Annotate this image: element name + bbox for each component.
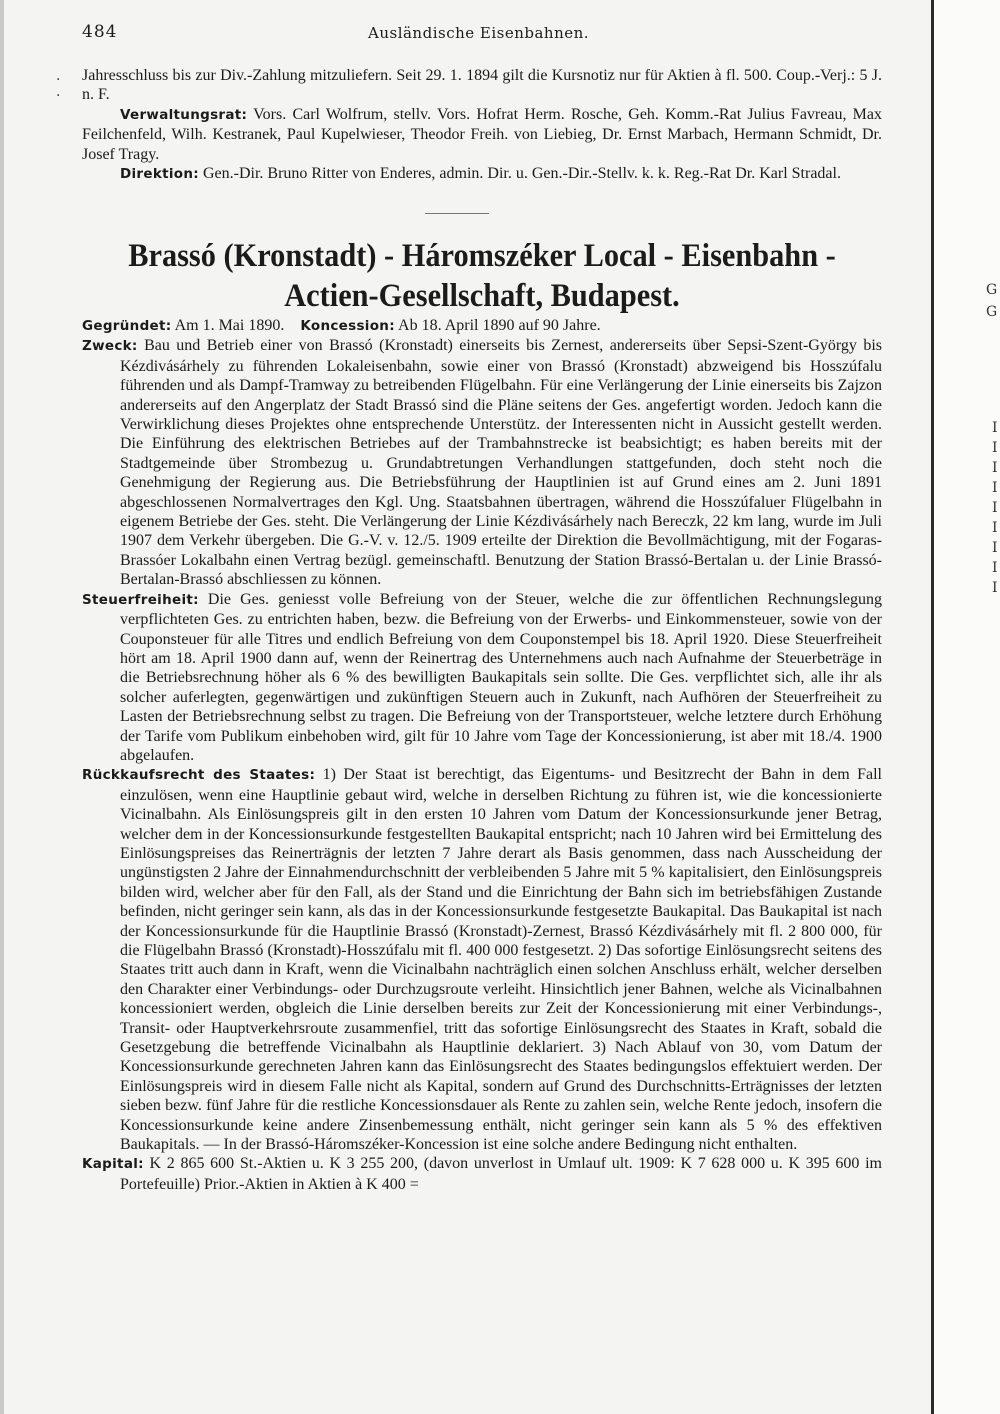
board-text: Vors. Carl Wolfrum, stellv. Vors. Hofrat Herm. Rosche, Geh. Komm.-Rat Julius Favreau, Max Feilchenfeld, Wilh. Kestranek, Paul Kupelwieser, Theodor Freih. von Liebieg, Dr. Ernst Marbach, Hermann Schmidt, Dr. Josef Tragy.	[82, 105, 882, 163]
tax-paragraph	[82, 590, 882, 766]
adjacent-page-edge	[931, 0, 1000, 1414]
adjacent-page-char: G	[986, 282, 998, 298]
capital-paragraph	[82, 1154, 882, 1194]
management-label: Direktion:	[120, 166, 199, 183]
adjacent-page-char: G	[986, 304, 998, 320]
entry-title-line-1: Brassó (Kronstadt) - Háromszéker Local - Eisenbahn -	[128, 238, 836, 274]
founded-paragraph	[82, 316, 882, 336]
tax-label: Steuerfreiheit:	[82, 591, 199, 608]
adjacent-page-char: I	[992, 520, 998, 536]
capital-text: K 2 865 600 St.-Aktien u. K 3 255 200, (davon unverlost in Umlauf ult. 1909: K 7 628 000 u. K 395 600 im Portefeuille) Prior.-Aktien in Aktien à K 400 =	[120, 1155, 882, 1193]
board-paragraph	[82, 105, 882, 164]
page-header	[82, 22, 882, 46]
running-head: Ausländische Eisenbahnen.	[368, 24, 590, 42]
management-text: Gen.-Dir. Bruno Ritter von Enderes, admin. Dir. u. Gen.-Dir.-Stellv. k. k. Reg.-Rat Dr. Karl Stradal.	[203, 165, 841, 183]
margin-mark: .	[56, 84, 61, 100]
concession-label: Koncession:	[300, 318, 395, 334]
purpose-text: Bau und Betrieb einer von Brassó (Kronstadt) einerseits bis Zernest, andererseits über Sepsi-Szent-György bis Kézdivásárhely zu führenden Lokaleisenbahn, sowie einer von Brassó (Kronstadt) abzweigend bis Hosszúfalu führenden und als Dampf-Tramway zu betreibenden Flügelbahn. Für eine Verlängerung der Linie einerseits bis Zajzon andererseits auf den Angerplatz der Stadt Brassó sind die Pläne seitens der Ges. angefertigt worden. Jedoch kann die Verwirklichung dieses Projektes ohne entsprechende Unterstütz. der Interessenten nicht in Aussicht gestellt werden. Die Einführung des elektrischen Betriebes auf der Trambahnstrecke ist beabsichtigt; es haben bereits mit der Stadtgemeinde über Strombezug u. Grundabtretungen Verhandlungen stattgefunden, doch steht noch die Genehmigung der Regierung aus. Die Betriebsführung der Hauptlinien ist auf Grund eines am 2. Juni 1891 abgeschlossenen Normalvertrages den Kgl. Ung. Staatsbahnen übertragen, während die Hosszúfaluer Flügelbahn in eigenem Betriebe der Ges. steht. Die Verlängerung der Linie Kézdivásárhely nach Bereczk, 22 km lang, wurde im Juli 1907 dem Verkehr übergeben. Die G.-V. v. 12./5. 1909 erteilte der Direktion die Bevollmächtigung, mit der Fogaras-Brassóer Lokalbahn einen Vertrag bezügl. gemeinschaftl. Benutzung der Station Brassó-Bertalan u. der Linie Brassó-Bertalan-Brassó abschliessen zu können.	[120, 337, 883, 589]
entry-body	[82, 316, 882, 1194]
entry-divider	[425, 213, 489, 214]
founded-text: Am 1. Mai 1890.	[174, 317, 285, 334]
tax-text: Die Ges. geniesst volle Befreiung von der Steuer, welche die zur öffentlichen Rechnungslegung verpflichteten Ges. zu entrichten haben, bezw. die Befreiung von der Erwerbs- und Einkommensteuer, sowie von der Couponsteuer für alle Titres und endlich Befreiung von dem Couponstempel bis 18. April 1920. Diese Steuerfreiheit hört am 18. April 1900 dann auf, wenn der Reinertrag des Unternehmens auch nach Aufnahme der Steuerbeträge in die Betriebsrechnung höher als 6 % des bewilligten Baukapitals sein sollte. Die Ges. verpflichtet sich, alle ihr als solcher auferlegten, gegenwärtigen und zukünftigen Steuern auch in Zukunft, nach Aufhören der Steuerfreiheit zu Lasten der Betriebsrechnung selbst zu tragen. Die Befreiung von der Transportsteuer, welche letztere durch Erhöhung der Tarife vom Publikum einbehoben wird, gilt für 10 Jahre vom Tage der Koncessionierung, ist aber mit 18./4. 1900 abgelaufen.	[120, 590, 883, 764]
founded-label: Gegründet:	[82, 318, 172, 334]
purpose-paragraph	[82, 336, 882, 589]
concession-text: Ab 18. April 1890 auf 90 Jahre.	[398, 317, 601, 334]
purpose-label: Zweck:	[82, 338, 138, 355]
management-paragraph	[82, 164, 882, 184]
adjacent-page-char: I	[992, 460, 998, 476]
adjacent-page-char: I	[992, 560, 998, 576]
adjacent-page-char: I	[992, 500, 998, 516]
buyback-text: 1) Der Staat ist berechtigt, das Eigentums- und Besitzrecht der Bahn in dem Fall einzulösen, wenn eine Hauptlinie gebaut wird, welche in derselben Richtung zu führen ist, wie die koncessionierte Vicinalbahn. Als Einlösungspreis gilt in den ersten 10 Jahren vom Datum der Koncessionsurkunde jener Betrag, welcher dem in der Koncessionsurkunde festgestellten Baukapital entspricht; nach 10 Jahren wird bei Ermittelung des Einlösungspreises das Reinerträgnis der letzten 7 Jahre derart als Basis genommen, dass nach Ausscheidung der ungünstigsten 2 Jahre der Einnahmendurchschnitt der verbleibenden 5 Jahre mit 5 % kapitalisiert, den Einlösungspreis bilden wird, welcher aber für den Fall, als der Stand und die Einrichtung der Bahn sich im betriebsfähigen Zustande befinden, nicht geringer sein kann, als das in der Koncessionsurkunde festgesetzte Baukapital. Das Baukapital ist nach der Koncessionsurkunde für die Hauptlinie Brassó (Kronstadt)-Zernest, Brassó Kézdivásárhely mit fl. 2 800 000, für die Flügelbahn Brassó (Kronstadt)-Hosszúfalu mit fl. 400 000 festgesetzt. 2) Das sofortige Einlösungsrecht seitens des Staates tritt auch dann in Kraft, wenn die Vicinalbahn nachträglich einen solchen Anschluss erhält, welcher derselben den Charakter einer Verbindungs- oder Durchzugsroute verleiht. Hinsichtlich jener Bahnen, welche als Vicinalbahnen koncessioniert werden, obgleich die Linie derselben bereits zur Zeit der Koncessionierung mit einer Verbindungs-, Transit- oder Hauptverkehrsroute zusammenfiel, tritt das sofortige Einlösungsrecht des Staates in Kraft, sobald die Gesetzgebung die betreffende Vicinalbahn als Hauptlinie deklariert. 3) Nach Ablauf von 30, vom Datum der Koncessionsurkunde gerechneten Jahren kann das Einlösungsrecht des Staates bedingungslos effektuiert werden. Der Einlösungspreis wird in diesem Falle nicht als Kapital, sondern auf Grund des Durchschnitts-Erträgnisses der letzten sieben bezw. fünf Jahre für die restliche Koncessionsdauer als Rente zu zahlen sein, welche Rente jedoch, insofern die Koncessionsurkunde keine andere Zinsenbemessung enthält, nicht geringer sein kann als 5 % des effektiven Baukapitals. — In der Brassó-Háromszéker-Koncession ist eine solche andere Bedingung nicht enthalten.	[120, 766, 882, 1154]
adjacent-page-char: I	[992, 580, 998, 596]
adjacent-page-char: I	[992, 540, 998, 556]
page-number: 484	[82, 22, 118, 42]
buyback-label: Rückkaufsrecht des Staates:	[82, 767, 316, 784]
buyback-paragraph	[82, 765, 882, 1154]
entry-title-line-2: Actien-Gesellschaft, Budapest.	[284, 278, 680, 314]
adjacent-page-char: I	[992, 480, 998, 496]
adjacent-page-char: I	[992, 420, 998, 436]
gutter-edge	[0, 0, 4, 1414]
board-label: Verwaltungsrat:	[120, 106, 248, 123]
margin-mark: .	[56, 68, 61, 84]
continuation-text: Jahresschluss bis zur Div.-Zahlung mitzuliefern. Seit 29. 1. 1894 gilt die Kursnotiz nur für Aktien à fl. 500. Coup.-Verj.: 5 J. n. F.	[82, 67, 882, 104]
adjacent-page-char: I	[992, 440, 998, 456]
previous-entry	[82, 66, 882, 184]
capital-label: Kapital:	[82, 1156, 144, 1173]
